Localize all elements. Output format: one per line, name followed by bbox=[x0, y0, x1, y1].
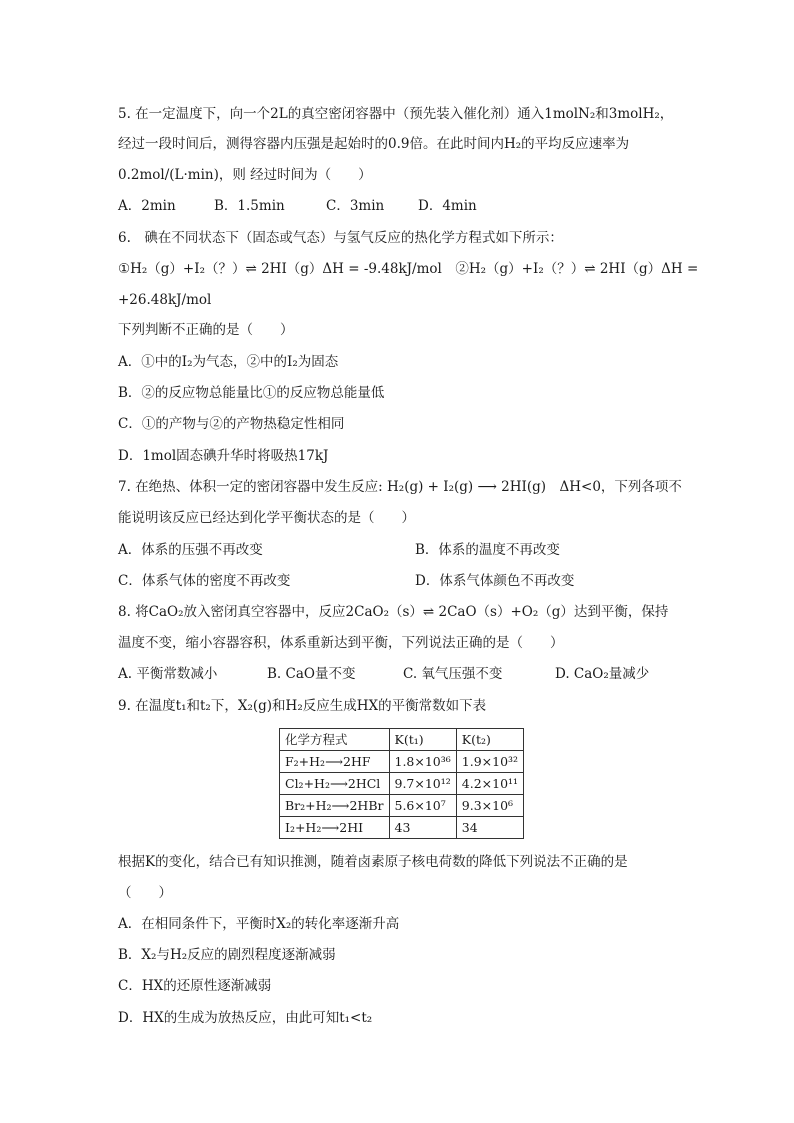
table-row bbox=[280, 773, 524, 795]
table-cell: 1.9×10³² bbox=[456, 751, 523, 773]
q5-option-c: C．3min bbox=[326, 198, 385, 214]
q6-option-b: B．②的反应物总能量比①的反应物总能量低 bbox=[118, 385, 385, 401]
q9-option-d: D．HX的生成为放热反应，由此可知t₁<t₂ bbox=[118, 1010, 373, 1026]
table-header-row bbox=[280, 729, 524, 751]
q5-option-d: D．4min bbox=[418, 198, 477, 214]
table-cell: 9.3×10⁶ bbox=[456, 795, 523, 817]
q7-line2: 能说明该反应已经达到化学平衡状态的是（ ） bbox=[118, 510, 415, 526]
q8-options bbox=[118, 664, 649, 684]
q9-option-c: C．HX的还原性逐渐减弱 bbox=[118, 978, 272, 994]
table-cell: Cl₂+H₂⟶2HCl bbox=[280, 773, 390, 795]
q6-line2: ①H₂（g）+I₂（？）⇌ 2HI（g）ΔH = -9.48kJ/mol ②H₂（g）+I₂（？）⇌ 2HI（g）ΔH = bbox=[118, 261, 699, 277]
q6-option-a: A．①中的I₂为气态，②中的I₂为固态 bbox=[118, 354, 339, 370]
table-header-cell: K(t₂) bbox=[456, 729, 523, 751]
q5-options bbox=[118, 196, 477, 216]
q9-line2: 根据K的变化，结合已有知识推测，随着卤素原子核电荷数的降低下列说法不正确的是 bbox=[118, 854, 628, 870]
q7-line1: 7. 在绝热、体积一定的密闭容器中发生反应: H₂(g) + I₂(g) ⟶ 2HI(g) ΔH<0，下列各项不 bbox=[118, 479, 682, 495]
table-row bbox=[280, 817, 524, 839]
table-cell: I₂+H₂⟶2HI bbox=[280, 817, 390, 839]
table-cell: 34 bbox=[456, 817, 523, 839]
q9-line1: 9. 在温度t₁和t₂下，X₂(g)和H₂反应生成HX的平衡常数如下表 bbox=[118, 698, 487, 714]
q6-option-d: D．1mol固态碘升华时将吸热17kJ bbox=[118, 448, 329, 464]
equilibrium-constant-table bbox=[279, 728, 524, 839]
q8-option-b: B. CaO量不变 bbox=[267, 666, 356, 682]
q9-option-a: A．在相同条件下，平衡时X₂的转化率逐渐升高 bbox=[118, 916, 400, 932]
q8-line1: 8. 将CaO₂放入密闭真空容器中，反应2CaO₂（s）⇌ 2CaO（s）+O₂（g）达到平衡，保持 bbox=[118, 604, 669, 620]
q6-line1: 6. 碘在不同状态下（固态或气态）与氢气反应的热化学方程式如下所示： bbox=[118, 230, 563, 246]
table-cell: 43 bbox=[389, 817, 456, 839]
q9-line3: （ ） bbox=[118, 885, 172, 901]
table-cell: F₂+H₂⟶2HF bbox=[280, 751, 390, 773]
table-header-cell: K(t₁) bbox=[389, 729, 456, 751]
q6-line3: +26.48kJ/mol bbox=[118, 292, 212, 308]
q5-line2: 经过一段时间后，测得容器内压强是起始时的0.9倍。在此时间内H₂的平均反应速率为 bbox=[118, 136, 630, 152]
table-row bbox=[280, 795, 524, 817]
q7-option-b: B．体系的温度不再改变 bbox=[415, 542, 560, 558]
table-cell: 4.2×10¹¹ bbox=[456, 773, 523, 795]
q5-line3: 0.2mol/(L·min)，则 经过时间为（ ） bbox=[118, 167, 372, 183]
table-cell: 1.8×10³⁶ bbox=[389, 751, 456, 773]
q5-option-a: A．2min bbox=[118, 198, 176, 214]
q6-line4: 下列判断不正确的是（ ） bbox=[118, 322, 294, 338]
q8-option-c: C. 氧气压强不变 bbox=[403, 666, 503, 682]
q6-option-c: C．①的产物与②的产物热稳定性相同 bbox=[118, 416, 345, 432]
q7-option-c: C．体系气体的密度不再改变 bbox=[118, 573, 291, 589]
table-row bbox=[280, 751, 524, 773]
table-header-cell: 化学方程式 bbox=[280, 729, 390, 751]
q7-option-a: A．体系的压强不再改变 bbox=[118, 542, 263, 558]
q5-line1: 5. 在一定温度下，向一个2L的真空密闭容器中（预先装入催化剂）通入1molN₂和3molH₂， bbox=[118, 106, 674, 122]
q7-option-d: D．体系气体颜色不再改变 bbox=[415, 573, 575, 589]
q8-option-a: A. 平衡常数减小 bbox=[118, 666, 218, 682]
q8-option-d: D. CaO₂量减少 bbox=[555, 666, 650, 682]
q5-option-b: B．1.5min bbox=[214, 198, 285, 214]
q8-line2: 温度不变，缩小容器容积，体系重新达到平衡，下列说法正确的是（ ） bbox=[118, 635, 564, 651]
q9-option-b: B．X₂与H₂反应的剧烈程度逐渐减弱 bbox=[118, 947, 336, 963]
table-cell: 5.6×10⁷ bbox=[389, 795, 456, 817]
table-cell: Br₂+H₂⟶2HBr bbox=[280, 795, 390, 817]
table-cell: 9.7×10¹² bbox=[389, 773, 456, 795]
